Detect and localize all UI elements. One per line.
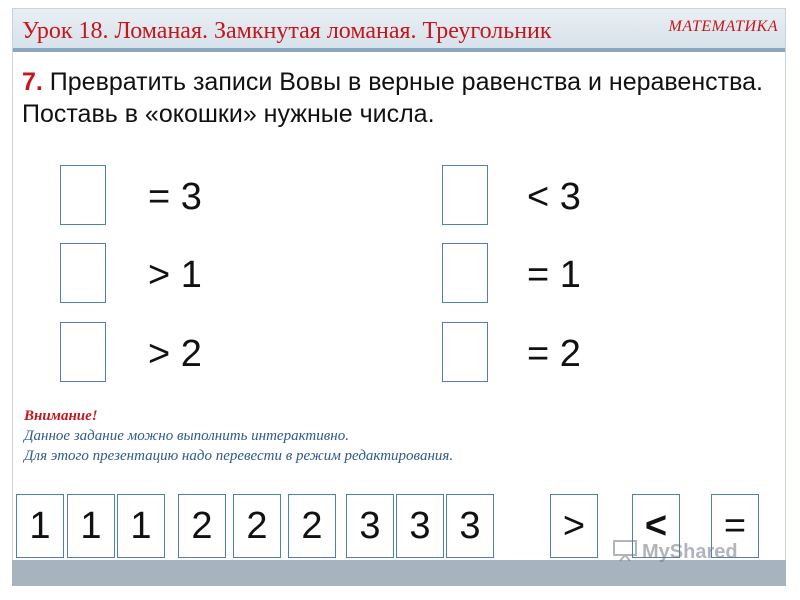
number-tile-1[interactable]: 1 bbox=[67, 494, 115, 558]
number-tile-2[interactable]: 2 bbox=[178, 494, 226, 558]
answer-box-right-3[interactable] bbox=[442, 322, 488, 382]
presentation-icon bbox=[612, 538, 638, 567]
expression-left-2: > 1 bbox=[148, 254, 202, 296]
task-number: 7. bbox=[22, 68, 43, 96]
answer-box-left-3[interactable] bbox=[60, 322, 106, 382]
number-tile-2[interactable]: 2 bbox=[233, 494, 281, 558]
expression-right-2: = 1 bbox=[527, 254, 581, 296]
note-line-2: Для этого презентацию надо перевести в режим редактирования. bbox=[24, 448, 454, 464]
task-instruction bbox=[22, 66, 787, 130]
number-tile-1[interactable]: 1 bbox=[16, 494, 64, 558]
answer-box-left-1[interactable] bbox=[60, 165, 106, 225]
expression-left-1: = 3 bbox=[148, 176, 202, 218]
number-tile-3[interactable]: 3 bbox=[446, 494, 494, 558]
expression-right-1: < 3 bbox=[527, 176, 581, 218]
note-warning: Внимание! bbox=[24, 408, 98, 424]
watermark-text: MyShared bbox=[642, 541, 738, 563]
answer-box-right-1[interactable] bbox=[442, 165, 488, 225]
task-text: Превратить записи Вовы в верные равенства и неравенства. Поставь в «окошки» нужные числа. bbox=[22, 68, 763, 128]
watermark bbox=[612, 538, 738, 567]
lesson-title: Урок 18. Ломаная. Замкнутая ломаная. Треугольник bbox=[22, 18, 552, 44]
interactive-note bbox=[24, 406, 453, 466]
expression-left-3: > 2 bbox=[148, 333, 202, 375]
sign-tile-less[interactable]: < bbox=[632, 494, 680, 558]
number-tile-3[interactable]: 3 bbox=[346, 494, 394, 558]
subject-label: МАТЕМАТИКА bbox=[668, 18, 778, 35]
expression-right-3: = 2 bbox=[527, 333, 581, 375]
answer-box-right-2[interactable] bbox=[442, 243, 488, 303]
number-tile-3[interactable]: 3 bbox=[396, 494, 444, 558]
number-tile-1[interactable]: 1 bbox=[117, 494, 165, 558]
answer-box-left-2[interactable] bbox=[60, 243, 106, 303]
note-line-1: Данное задание можно выполнить интерактивно. bbox=[24, 428, 349, 444]
sign-tile-equal[interactable]: = bbox=[711, 494, 759, 558]
number-tile-2[interactable]: 2 bbox=[288, 494, 336, 558]
sign-tile-greater[interactable]: > bbox=[550, 494, 598, 558]
